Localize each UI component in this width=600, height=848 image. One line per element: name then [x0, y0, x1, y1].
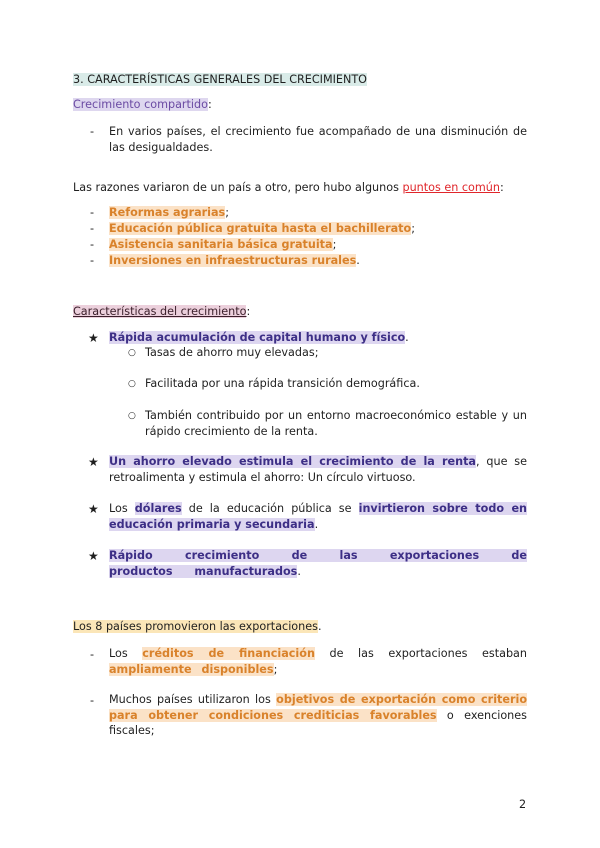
exports-bullet-1: Los créditos de financiación de las exportaciones estaban ampliamente disponibles; — [109, 647, 527, 676]
star-bullet-icon: ★ — [88, 455, 99, 469]
characteristic-1-sub: También contribuido por un entorno macroeconómico estable y un rápido crecimiento de la renta. — [145, 409, 527, 438]
characteristics-label: Características del crecimiento: — [73, 305, 251, 318]
shared-growth-bullet: En varios países, el crecimiento fue acompañado de una disminución de las desigualdades. — [109, 125, 527, 154]
reason-item: Reformas agrarias; — [109, 206, 229, 219]
reasons-intro: Las razones variaron de un país a otro, pero hubo algunos puntos en común: — [73, 181, 504, 194]
characteristic-1: Rápida acumulación de capital humano y físico. — [109, 331, 409, 344]
circle-bullet-icon: ○ — [128, 411, 136, 421]
dash-bullet: - — [90, 222, 95, 235]
dash-bullet: - — [90, 238, 95, 251]
circle-bullet-icon: ○ — [128, 379, 136, 389]
characteristic-3: Los dólares de la educación pública se invirtieron sobre todo en educación primaria y secundaria. — [109, 502, 527, 531]
dash-bullet: - — [90, 125, 95, 138]
section-heading — [73, 72, 527, 88]
characteristic-4: Rápido crecimiento de las exportaciones de productos manufacturados. — [109, 549, 527, 578]
characteristic-1-sub: Tasas de ahorro muy elevadas; — [145, 346, 319, 359]
characteristic-2: Un ahorro elevado estimula el crecimiento de la renta, que se retroalimenta y estimula el ahorro: Un círculo virtuoso. — [109, 455, 527, 484]
circle-bullet-icon: ○ — [128, 348, 136, 358]
dash-bullet: - — [90, 694, 95, 707]
dash-bullet: - — [90, 254, 95, 267]
star-bullet-icon: ★ — [88, 502, 99, 516]
exports-label: Los 8 países promovieron las exportaciones. — [73, 620, 322, 633]
section-heading-text: 3. CARACTERÍSTICAS GENERALES DEL CRECIMIENTO — [73, 73, 367, 86]
dash-bullet: - — [90, 648, 95, 661]
star-bullet-icon: ★ — [88, 549, 99, 563]
star-bullet-icon: ★ — [88, 331, 99, 345]
common-points-text: puntos en común — [402, 181, 500, 194]
reason-item: Asistencia sanitaria básica gratuita; — [109, 238, 337, 251]
dash-bullet: - — [90, 206, 95, 219]
reason-item: Inversiones en infraestructuras rurales. — [109, 254, 360, 267]
shared-growth-label: Crecimiento compartido: — [73, 98, 212, 111]
reason-item: Educación pública gratuita hasta el bachillerato; — [109, 222, 415, 235]
characteristic-1-sub: Facilitada por una rápida transición demográfica. — [145, 377, 420, 390]
exports-bullet-2: Muchos países utilizaron los objetivos de exportación como criterio para obtener condiciones crediticias favorables o exenciones fiscales; — [109, 693, 528, 737]
page-number: 2 — [519, 798, 527, 811]
